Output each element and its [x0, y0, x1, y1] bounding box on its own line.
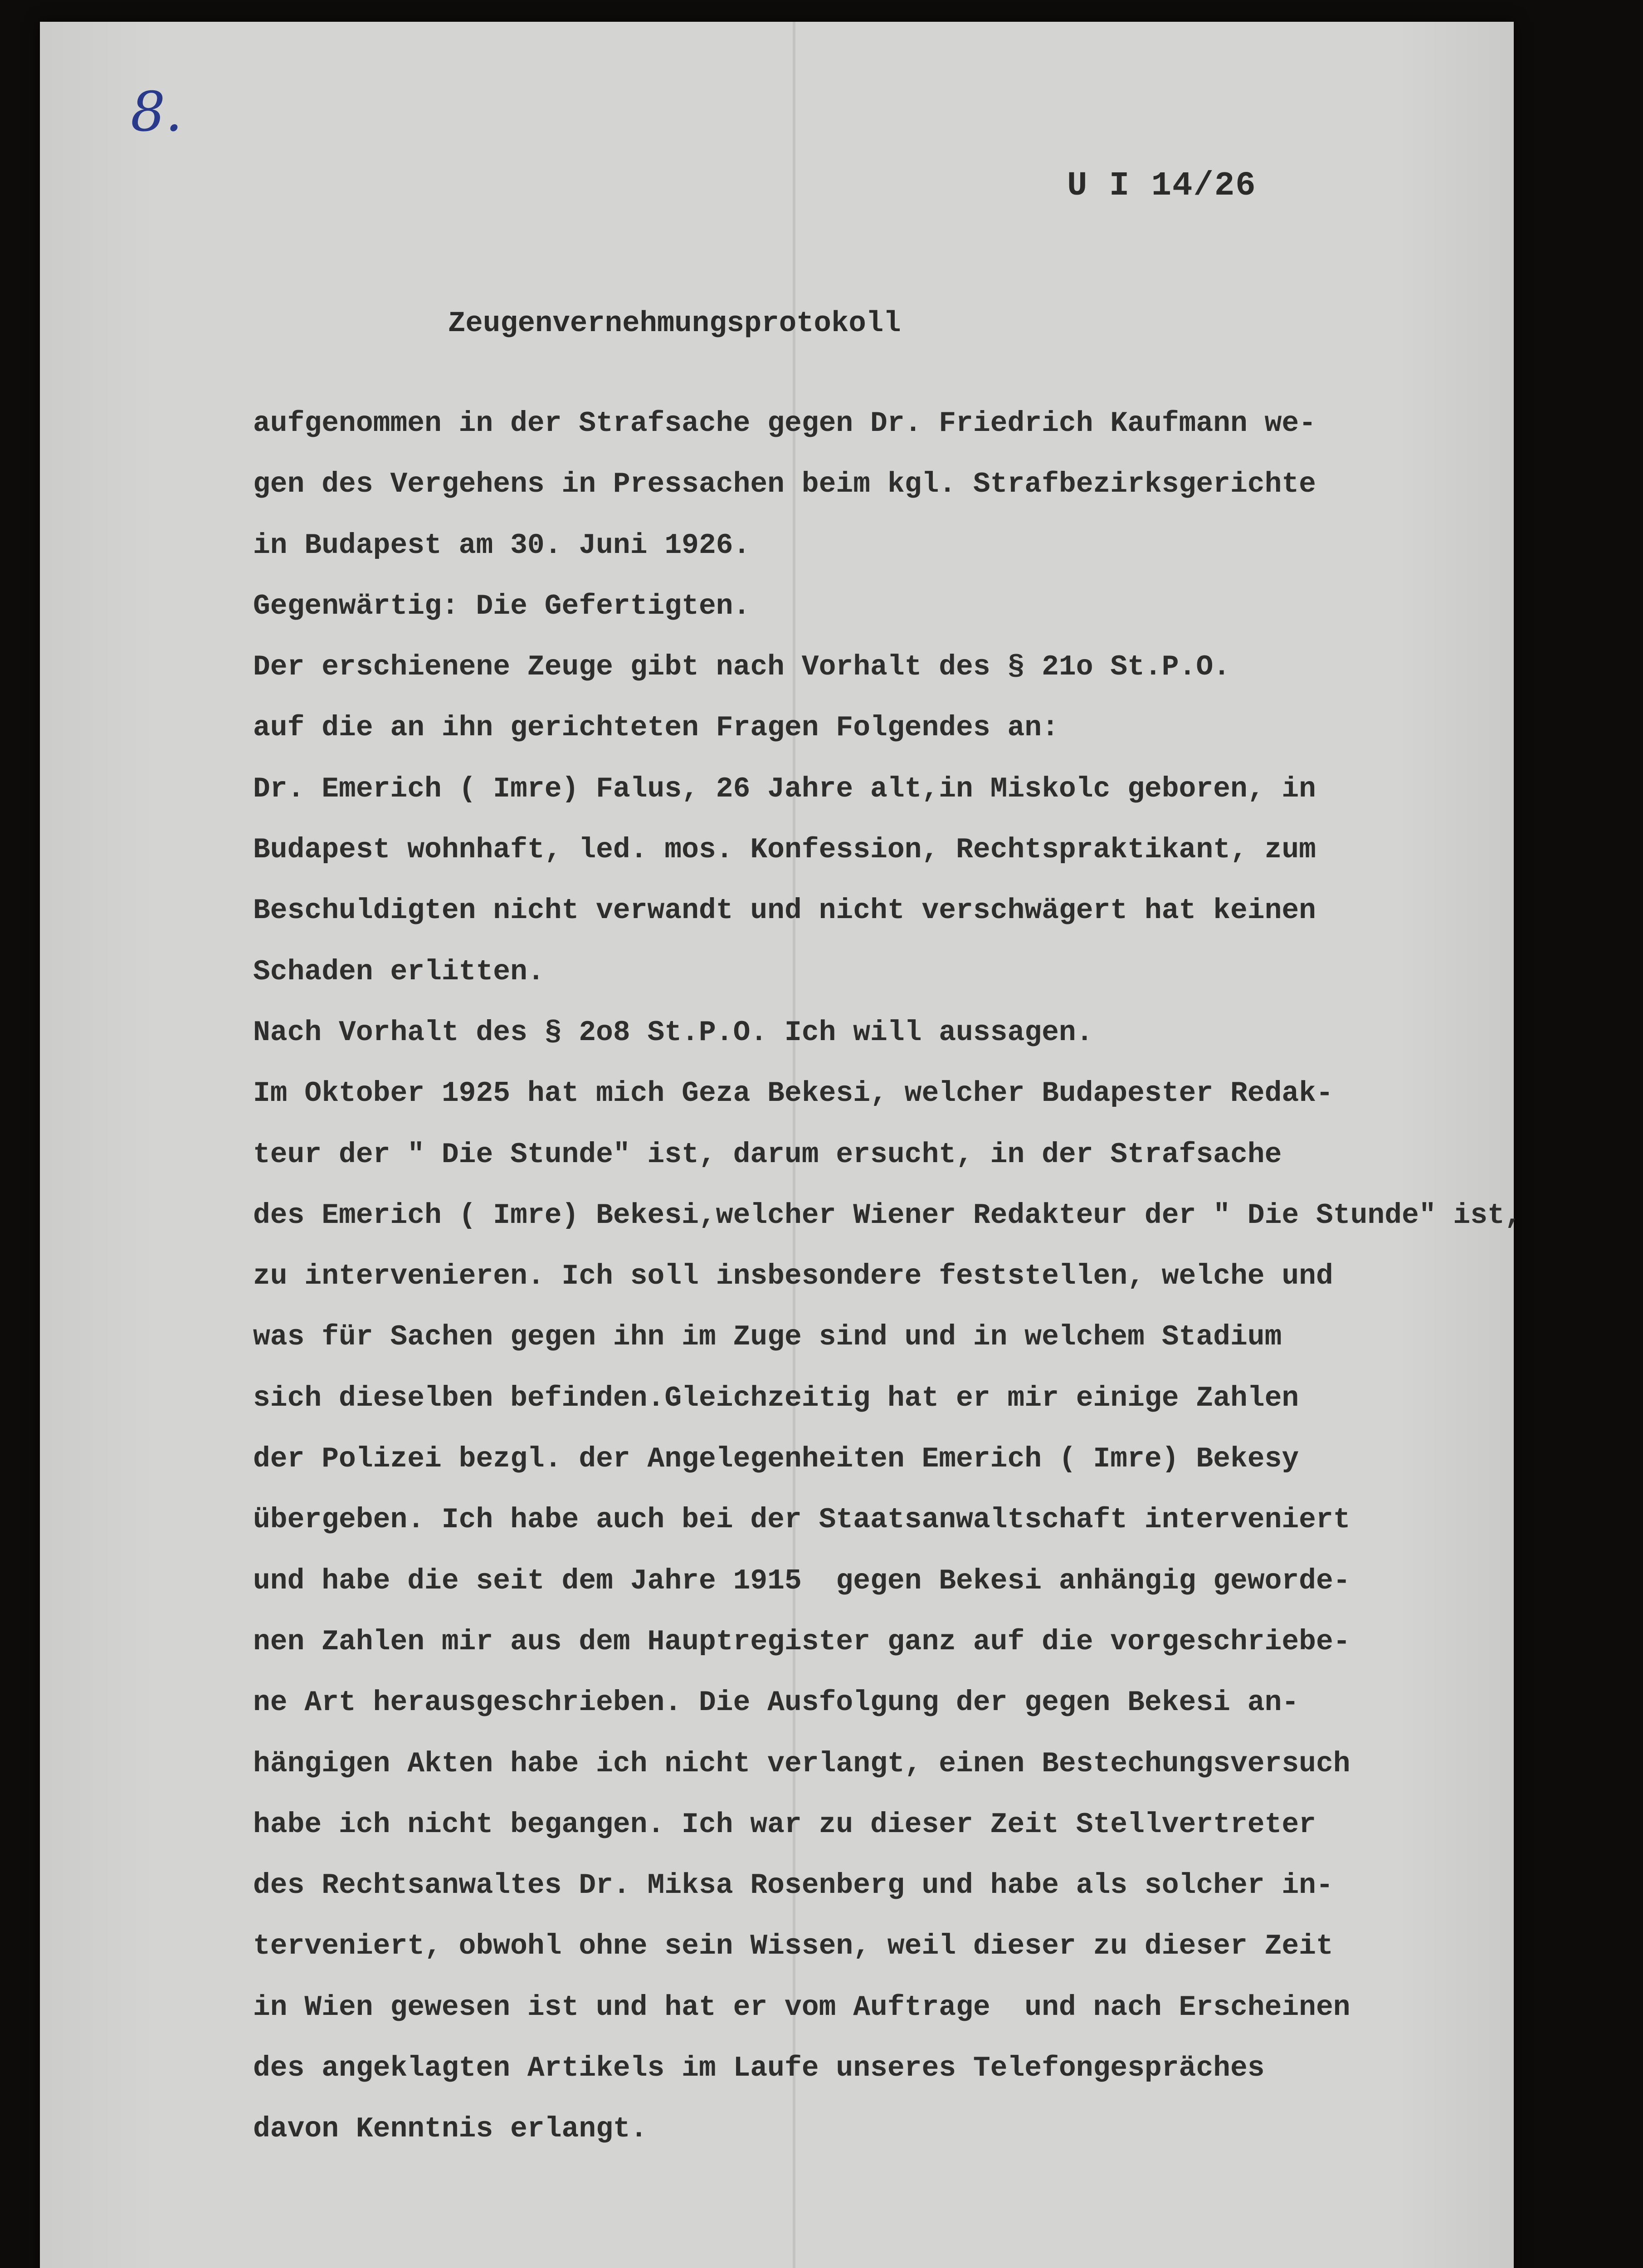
- text-line: Dr. Emerich ( Imre) Falus, 26 Jahre alt,in Miskolc geboren, in: [253, 772, 1316, 805]
- text-line: Beschuldigten nicht verwandt und nicht verschwägert hat keinen: [253, 894, 1316, 927]
- document-body: [253, 407, 1522, 2174]
- text-line: Budapest wohnhaft, led. mos. Konfession, Rechtspraktikant, zum: [253, 834, 1316, 866]
- text-line: Nach Vorhalt des § 2o8 St.P.O. Ich will aussagen.: [253, 1016, 1093, 1049]
- text-line: nen Zahlen mir aus dem Hauptregister ganz auf die vorgeschriebe-: [253, 1625, 1350, 1658]
- text-line: in Wien gewesen ist und hat er vom Auftrage und nach Erscheinen: [253, 1991, 1350, 2024]
- text-line: terveniert, obwohl ohne sein Wissen, weil dieser zu dieser Zeit: [253, 1930, 1333, 1963]
- text-line: aufgenommen in der Strafsache gegen Dr. Friedrich Kaufmann we-: [253, 407, 1316, 440]
- text-line: davon Kenntnis erlangt.: [253, 2113, 648, 2146]
- document-page: [40, 22, 1522, 2268]
- text-line: Im Oktober 1925 hat mich Geza Bekesi, welcher Budapester Redak-: [253, 1077, 1333, 1110]
- text-line: gen des Vergehens in Pressachen beim kgl. Strafbezirksgerichte: [253, 468, 1316, 501]
- text-line: was für Sachen gegen ihn im Zuge sind und in welchem Stadium: [253, 1321, 1282, 1354]
- document-title: Zeugenvernehmungsprotokoll: [448, 308, 901, 340]
- text-line: des angeklagten Artikels im Laufe unseres Telefongespräches: [253, 2052, 1265, 2085]
- text-line: auf die an ihn gerichteten Fragen Folgendes an:: [253, 712, 1059, 744]
- text-line: sich dieselben befinden.Gleichzeitig hat er mir einige Zahlen: [253, 1382, 1299, 1414]
- text-line: hängigen Akten habe ich nicht verlangt, einen Bestechungsversuch: [253, 1747, 1350, 1780]
- text-line: zu intervenieren. Ich soll insbesondere feststellen, welche und: [253, 1260, 1333, 1293]
- handwritten-page-number: 8.: [131, 81, 183, 144]
- text-line: der Polizei bezgl. der Angelegenheiten Emerich ( Imre) Bekesy: [253, 1443, 1299, 1476]
- case-reference: U I 14/26: [1067, 167, 1257, 205]
- text-line: Schaden erlitten.: [253, 955, 545, 988]
- text-line: habe ich nicht begangen. Ich war zu dieser Zeit Stellvertreter: [253, 1808, 1316, 1841]
- text-line: des Emerich ( Imre) Bekesi,welcher Wiener Redakteur der " Die Stunde" ist,: [253, 1199, 1522, 1232]
- text-line: Der erschienene Zeuge gibt nach Vorhalt des § 21o St.P.O.: [253, 651, 1230, 684]
- text-line: ne Art herausgeschrieben. Die Ausfolgung der gegen Bekesi an-: [253, 1686, 1299, 1719]
- text-line: und habe die seit dem Jahre 1915 gegen Bekesi anhängig geworde-: [253, 1564, 1350, 1597]
- text-line: übergeben. Ich habe auch bei der Staatsanwaltschaft interveniert: [253, 1504, 1350, 1536]
- text-line: in Budapest am 30. Juni 1926.: [253, 529, 751, 562]
- text-line: teur der " Die Stunde" ist, darum ersucht, in der Strafsache: [253, 1138, 1282, 1171]
- text-line: Gegenwärtig: Die Gefertigten.: [253, 590, 751, 622]
- text-line: des Rechtsanwaltes Dr. Miksa Rosenberg und habe als solcher in-: [253, 1869, 1333, 1902]
